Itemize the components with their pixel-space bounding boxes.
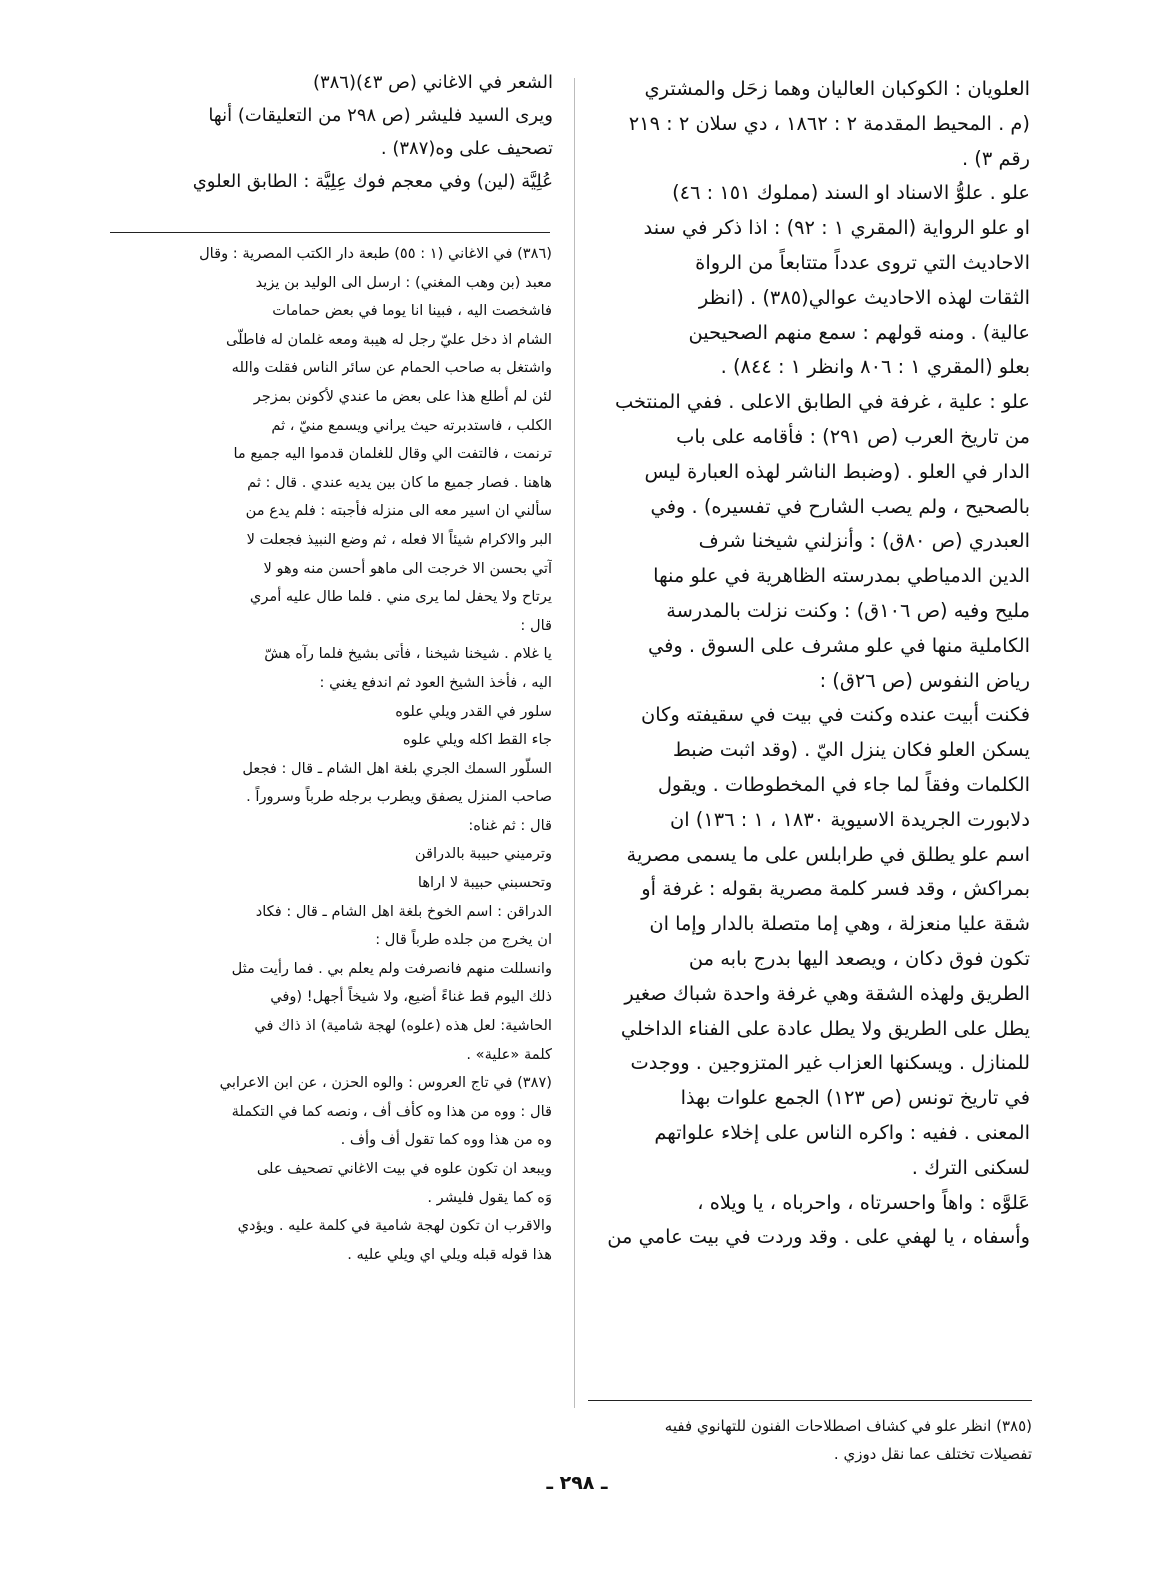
text-line: تكون فوق دكان ، ويصعد اليها بدرج بابه من: [688, 946, 1030, 970]
text-line: علو . علوُّ الاسناد او السند (مملوك ١٥١ : ٤٦): [672, 181, 1030, 205]
text-line: الدار في العلو . (وضبط الناشر لهذه العبارة ليس: [644, 459, 1030, 483]
text-line: رقم ٣) .: [961, 146, 1030, 170]
left-column-continuation-text: [108, 66, 553, 198]
text-line: رياض النفوس (ص ٢٦ق) :: [819, 668, 1030, 692]
footnote-line: ان يخرج من جلده طرباً قال :: [375, 931, 552, 949]
footnote-line: صاحب المنزل يصفق ويطرب برجله طرباً وسروراً .: [246, 788, 552, 806]
text-line: لسكنى الترك .: [911, 1155, 1030, 1179]
left-column-footnotes: [106, 240, 552, 1269]
text-line: عالية) . ومنه قولهم : سمع منهم الصحيحين: [688, 320, 1030, 344]
footnote-line: واشتغل به صاحب الحمام عن سائر الناس فقلت والله: [231, 359, 552, 377]
text-line: بعلو (المقري ١ : ٨٠٦ وانظر ١ : ٨٤٤) .: [720, 355, 1030, 379]
footnote-line: الشام اذ دخل عليّ رجل له هيبة ومعه غلمان له فاطلّى: [225, 330, 552, 348]
footnote-line: والاقرب ان تكون لهجة شامية في كلمة عليه . ويؤدي: [237, 1217, 552, 1235]
text-line: عَلوَّه : واهاً واحسرتاه ، واحرباه ، يا ويلاه ،: [697, 1190, 1030, 1214]
text-line: (م . المحيط المقدمة ٢ : ١٨٦٢ ، دي سلان ٢ : ٢١٩: [628, 111, 1030, 135]
footnote-line: وَه كما يقول فليشر .: [427, 1188, 552, 1206]
footnote-line: وه من هذا ووه كما تقول أف وأف .: [340, 1131, 552, 1149]
footnote-line: فاشخصت اليه ، فبينا انا يوما في بعض حمامات: [272, 302, 552, 320]
text-line: فكنت أبيت عنده وكنت في بيت في سقيفته وكان: [641, 703, 1030, 727]
right-footnote-separator: [588, 1400, 1032, 1401]
footnote-line: يا غلام . شيخنا شيخنا ، فأتى بشيخ فلما رآه هشّ: [264, 645, 552, 663]
footnote-line: الدراقن : اسم الخوخ بلغة اهل الشام ـ قال : فكاد: [255, 902, 552, 920]
footnote-line: ذلك اليوم قط غناءً أضيع، ولا شيخاً أجهل! (وفي: [270, 988, 552, 1006]
footnote-line: هذا قوله قبله ويلي اي ويلي عليه .: [347, 1245, 552, 1263]
text-line: العلويان : الكوكبان العاليان وهما زحَل والمشتري: [644, 77, 1030, 100]
footnote-line: معبد (بن وهب المغني) : ارسل الى الوليد بن يزيد: [255, 273, 552, 291]
text-line: بمراكش ، وقد فسر كلمة مصرية بقوله : غرفة أو: [641, 877, 1030, 901]
text-line: بالصحيح ، ولم يصب الشارح في تفسيره) . وفي: [650, 494, 1030, 518]
footnote-line: لئن لم أطلع هذا على بعض ما عندي لأكونن بمزجر: [253, 387, 552, 405]
text-line: الكلمات وفقاً لما جاء في المخطوطات . ويقول: [657, 772, 1030, 796]
footnote-line: يرتاح ولا يحفل لما يرى مني . فلما طال عليه أمري: [249, 588, 552, 606]
text-line: دلابورت الجريدة الاسيوية ١٨٣٠ ، ١ : ١٣٦) ان: [670, 807, 1030, 831]
left-footnote-separator: [110, 232, 550, 233]
right-column-main-text: [588, 72, 1030, 1255]
text-line: شقة عليا منعزلة ، وهي إما متصلة بالدار وإما ان: [649, 912, 1030, 936]
right-column-footnote: [590, 1412, 1032, 1468]
text-line: عُلِيَّة (لين) وفي معجم فوك عِلِيَّة : الطابق العلوي: [192, 171, 553, 192]
footnote-line: البر والاكرام شيئاً الا فعله ، ثم وضع النبيذ فجعلت لا: [246, 530, 552, 548]
text-line: تصحيف على وه(٣٨٧) .: [380, 138, 553, 159]
footnote-line: وانسللت منهم فانصرفت ولم يعلم بي . فما رأيت مثل: [231, 959, 552, 977]
column-divider: [574, 78, 575, 1408]
footnote-line: كلمة «علية» .: [466, 1045, 552, 1063]
footnote-line: قال : ووه من هذا وه كأف أف ، ونصه كما في التكملة: [231, 1102, 552, 1120]
footnote-line: ويبعد ان تكون علوه في بيت الاغاني تصحيف على: [256, 1160, 552, 1177]
footnote-line: (٣٨٦) في الاغاني (١ : ٥٥) طبعة دار الكتب المصرية : وقال: [199, 245, 552, 262]
footnote-line: تفصيلات تختلف عما نقل دوزي .: [833, 1445, 1032, 1463]
text-line: الاحاديث التي تروى عدداً متتابعاً من الرواة: [695, 250, 1030, 274]
text-line: للمنازل . ويسكنها العزاب غير المتزوجين . ووجدت: [630, 1051, 1030, 1075]
footnote-line: ترنمت ، فالتفت الي وقال للغلمان قدموا اليه جميع ما: [233, 445, 552, 463]
text-line: الثقات لهذه الاحاديث عوالي(٣٨٥) . (انظر: [698, 285, 1030, 309]
text-line: المعنى . ففيه : واكره الناس على إخلاء علواتهم: [654, 1120, 1030, 1144]
text-line: يطل على الطريق ولا يطل عادة على الفناء الداخلي: [620, 1016, 1030, 1040]
footnote-line: وتحسبني حبيبة لا اراها: [417, 874, 552, 892]
text-line: وأسفاه ، يا لهفي على . وقد وردت في بيت عامي من: [607, 1225, 1030, 1249]
text-line: من تاريخ العرب (ص ٢٩١) : فأقامه على باب: [676, 424, 1030, 448]
footnote-line: السلّور السمك الجري بلغة اهل الشام ـ قال : فجعل: [242, 759, 552, 777]
footnote-line: وترميني حبيبة بالدراقن: [414, 845, 552, 863]
footnote-line: هاهنا . فصار جميع ما كان بين يديه عندي . قال : ثم: [247, 473, 552, 491]
footnote-line: (٣٨٥) انظر علو في كشاف اصطلاحات الفنون للتهانوي ففيه: [664, 1417, 1032, 1435]
footnote-line: الكلب ، فاستدبرته حيث يراني ويسمع منيّ ، ثم: [271, 416, 552, 434]
footnote-line: آتي بحسن الا خرجت الى ماهو أحسن منه وهو لا: [263, 559, 552, 577]
footnote-line: سلور في القدر ويلي علوه: [395, 702, 552, 720]
footnote-line: قال : ثم غناه:: [468, 816, 552, 834]
text-line: في تاريخ تونس (ص ١٢٣) الجمع علوات بهذا: [680, 1086, 1030, 1110]
text-line: العبدري (ص ٨٠ق) : وأنزلني شيخنا شرف: [698, 529, 1030, 553]
text-line: ويرى السيد فليشر (ص ٢٩٨ من التعليقات) أنها: [208, 105, 553, 126]
text-line: علو : علية ، غرفة في الطابق الاعلى . ففي المنتخب: [614, 390, 1030, 414]
text-line: الدين الدمياطي بمدرسته الظاهرية في علو منها: [653, 564, 1030, 588]
text-line: الطريق ولهذه الشقة وهي غرفة واحدة شباك صغير: [624, 981, 1030, 1005]
footnote-line: جاء القط اكله ويلي علوه: [402, 731, 552, 749]
text-line: مليح وفيه (ص ١٠٦ق) : وكنت نزلت بالمدرسة: [666, 598, 1030, 622]
footnote-line: (٣٨٧) في تاج العروس : والوه الحزن ، عن ابن الاعرابي: [219, 1074, 552, 1092]
footnote-line: قال :: [520, 616, 552, 634]
text-line: او علو الرواية (المقري ١ : ٩٢) : اذا ذكر في سند: [643, 216, 1030, 240]
text-line: اسم علو يطلق في طرابلس على ما يسمى مصرية: [626, 842, 1030, 866]
page-number: ـ ٢٩٨ ـ: [546, 1472, 608, 1494]
text-line: الشعر في الاغاني (ص ٤٣)(٣٨٦): [312, 72, 553, 93]
text-line: الكاملية منها في علو مشرف على السوق . وفي: [647, 633, 1030, 657]
footnote-line: اليه ، فأخذ الشيخ العود ثم اندفع يغني :: [319, 673, 552, 691]
text-line: يسكن العلو فكان ينزل اليّ . (وقد اثبت ضبط: [672, 738, 1030, 762]
footnote-line: الحاشية: لعل هذه (علوه) لهجة شامية) اذ ذاك في: [254, 1017, 552, 1035]
footnote-line: سألني ان اسير معه الى منزله فأجبته : فلم يدع من: [245, 502, 552, 520]
